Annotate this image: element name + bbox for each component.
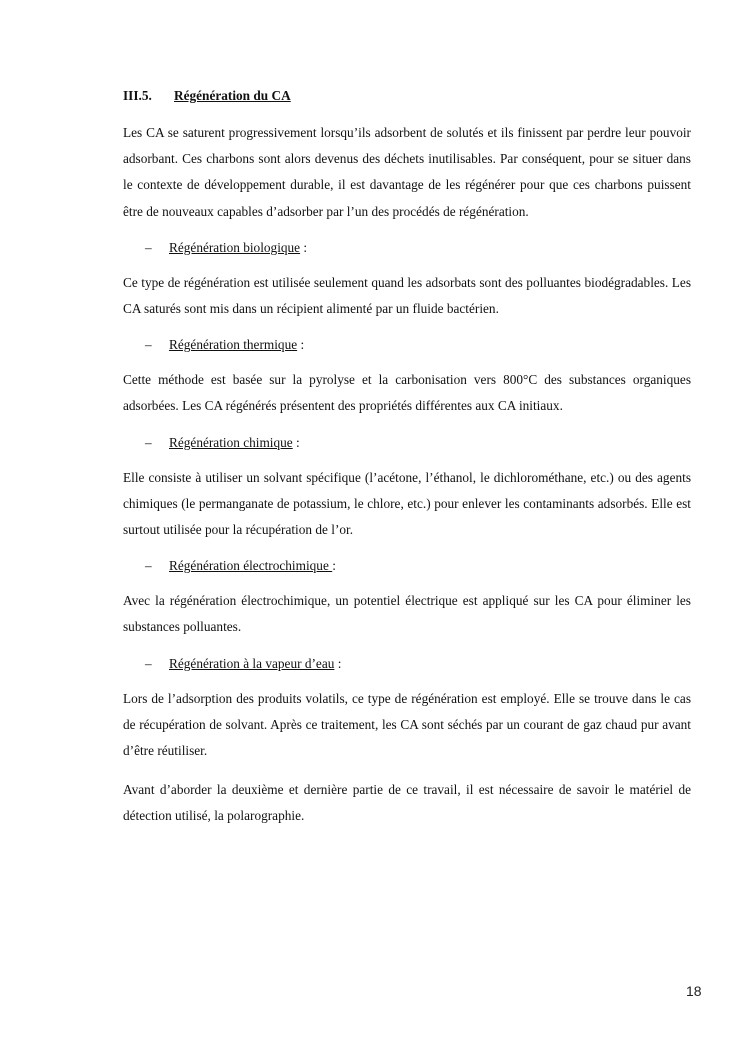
- section-number: III.5.: [123, 88, 152, 103]
- bullet-suffix: :: [332, 558, 336, 574]
- paragraph-thermal: Cette méthode est basée sur la pyrolyse et la carbonisation vers 800°C des substances organiques adsorbées. Les CA régénérés présentent des propriétés différentes aux CA initiaux.: [123, 372, 691, 414]
- bullet-electrochemical: [145, 556, 691, 576]
- bullet-chemical: [145, 433, 691, 453]
- intro-paragraph: Les CA se saturent progressivement lorsqu’ils adsorbent de solutés et ils finissent par perdre leur pouvoir adsorbant. Ces charbons sont alors devenus des déchets inutilisables. Par conséquent, pour se situer dans le contexte de développement durable, il est davantage de les régénérer pour que ces charbons puissent être de nouveaux capables d’adsorber par l’un des procédés de régénération.: [123, 125, 691, 219]
- bullet-label: Régénération biologique: [169, 239, 301, 255]
- section-title: Régénération du CA: [174, 88, 291, 103]
- bullet-dash: –: [145, 337, 152, 353]
- bullet-dash: –: [145, 655, 152, 671]
- bullet-label: Régénération thermique: [169, 337, 298, 353]
- paragraph-biological: Ce type de régénération est utilisée seulement quand les adsorbats sont des polluantes biodégradables. Les CA saturés sont mis dans un récipient alimenté par un fluide bactérien.: [123, 274, 691, 317]
- paragraph-steam: Lors de l’adsorption des produits volatils, ce type de régénération est employé. Elle se trouve dans le cas de récupération de solvant. Après ce traitement, les CA sont séchés par un courant de gaz chaud pur avant d’être réutiliser.: [123, 690, 691, 759]
- paragraph-electrochemical: Avec la régénération électrochimique, un potentiel électrique est appliqué sur les CA pour éliminer les substances polluantes.: [123, 593, 691, 635]
- bullet-thermal: [145, 335, 691, 355]
- bullet-dash: –: [145, 558, 152, 574]
- bullet-suffix: :: [300, 239, 308, 255]
- bullet-suffix: :: [292, 434, 300, 450]
- bullet-steam: [145, 654, 691, 674]
- bullet-label: Régénération chimique: [169, 434, 293, 450]
- closing-paragraph: Avant d’aborder la deuxième et dernière partie de ce travail, il est nécessaire de savoir le matériel de détection utilisé, la polarographie.: [123, 782, 691, 824]
- bullet-label: Régénération électrochimique: [169, 558, 333, 574]
- bullet-dash: –: [145, 239, 152, 255]
- page-number: 18: [686, 983, 702, 999]
- bullet-dash: –: [145, 434, 152, 450]
- document-page: [123, 86, 691, 843]
- bullet-label: Régénération à la vapeur d’eau: [169, 655, 335, 671]
- bullet-biological: [145, 238, 691, 258]
- bullet-suffix: :: [334, 655, 342, 671]
- paragraph-chemical: Elle consiste à utiliser un solvant spécifique (l’acétone, l’éthanol, le dichlorométhane, etc.) ou des agents chimiques (le permanganate de potassium, le chlore, etc.) pour enlever les contaminants adsorbés. Elle est surtout utilisée pour la récupération de l’or.: [123, 469, 691, 538]
- section-heading: [123, 86, 691, 106]
- bullet-suffix: :: [297, 337, 305, 353]
